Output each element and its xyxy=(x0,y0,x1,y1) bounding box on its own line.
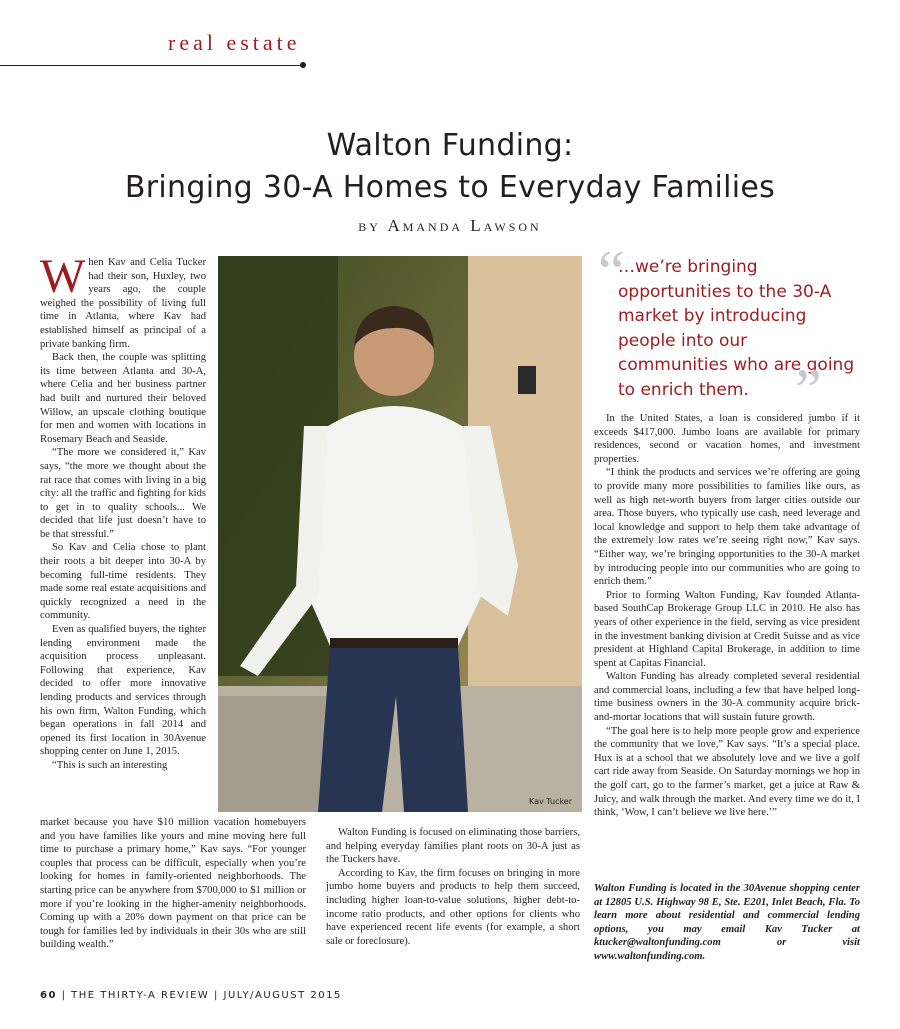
byline-by: BY xyxy=(358,220,381,234)
publication-info: THE THIRTY-A REVIEW | JULY/AUGUST 2015 xyxy=(71,990,342,1001)
paragraph: “This is such an interesting xyxy=(52,759,168,771)
open-quote-icon: “ xyxy=(598,239,625,305)
photo-illustration xyxy=(218,256,582,812)
photo-caption: Kav Tucker xyxy=(529,797,572,806)
paragraph: Walton Funding has already completed several residential and commercial loans, including a few that have helped long-time business owners in the 30-A community acquire brick-and-mortar locations that will sustain future growth. xyxy=(594,671,860,724)
close-quote-icon: ” xyxy=(795,357,822,423)
article-title-line1: Walton Funding: xyxy=(326,128,574,163)
page-footer: 60 | THE THIRTY-A REVIEW | JULY/AUGUST 2015 xyxy=(40,990,342,1001)
paragraph: In the United States, a loan is considered jumbo if it exceeds $417,000. Jumbo loans are available for primary residences, second or vacation homes, and investment properties. xyxy=(594,413,860,465)
byline-author: Amanda Lawson xyxy=(387,216,542,235)
byline xyxy=(0,216,900,236)
column-bottom-middle xyxy=(326,826,580,948)
paragraph: Walton Funding is focused on eliminating those barriers, and helping everyday families plant roots on 30-A just as the Tuckers have. xyxy=(326,827,580,866)
paragraph-text: hen Kav and Celia Tucker had their son, Huxley, two years ago, the couple weighed the possibility of living full time in Atlanta, where Kav had established himself as principal of a private banking firm. xyxy=(40,257,206,350)
column-bottom-left xyxy=(40,816,306,952)
section-label: real estate xyxy=(168,30,301,55)
paragraph: “The goal here is to help more people grow and experience the community that we love,” Kav says. “It’s a special place. Hux is at a school that we absolutely love and we live a golf cart ride away from Seaside. On Saturday mornings we hop in the golf cart, go to the farmer’s market, get a juice at Raw & Juicy, and walk through the market. And every time we do it, I think, ‘Wow, I can’t believe we live here.’” xyxy=(594,725,860,819)
pull-quote: …we’re bringing opportunities to the 30-A market by introducing people into our communities who are going to enrich them. xyxy=(618,257,855,400)
paragraph: “I think the products and services we’re offering are going to provide many more possibilities to families like ours, as well as high net-worth buyers from larger cities outside our area. Those buyers, who typically use cash, need leverage and local knowledge and support to help them take advantage of the extremely low rates we’re seeing right now,” Kav says. “Either way, we’re bringing opportunities to the 30-A market by introducing people into our communities who are going to enrich them.” xyxy=(594,467,860,588)
paragraph: Prior to forming Walton Funding, Kav founded Atlanta-based SouthCap Brokerage Group LLC in 2010. He also has years of other experience in the field, serving as vice president in the investment banking division at Credit Suisse and as vice president at Highland Capital Brokerage, in addition to time spent at Capitas Financial. xyxy=(594,589,860,669)
paragraph: According to Kav, the firm focuses on bringing in more jumbo home buyers and products to help them succeed, including higher loan-to-value solutions, higher debt-to-income ratio products, and other options for clients who have experienced recent life events (for example, a short sale or foreclosure). xyxy=(326,867,580,947)
article-title-line2: Bringing 30-A Homes to Everyday Families xyxy=(124,170,776,205)
paragraph: Back then, the couple was splitting its time between Atlanta and 30-A, where Celia and her business partner had built and nurtured their beloved Willow, an upscale clothing boutique for men and women with locations in Rosemary Beach and Seaside. xyxy=(40,352,206,445)
closing-note: Walton Funding is located in the 30Avenue shopping center at 12805 U.S. Highway 98 E, Ste. E201, Inlet Beach, Fla. To learn more about residential and commercial lending options, you may email Kav Tucker at ktucker@waltonfunding.com or visit www.waltonfunding.com. xyxy=(594,883,860,962)
column-left xyxy=(40,250,206,773)
paragraph: Even as qualified buyers, the tighter lending environment made the acquisition process unpleasant. Following that experience, Kav decided to offer more innovative lending products and services through his own firm, Walton Funding, which began operations in fall 2014 and opened its first location in 30Avenue shopping center on June 1, 2015. xyxy=(40,624,206,758)
drop-cap: W xyxy=(40,250,86,303)
paragraph xyxy=(40,250,206,351)
divider-dot xyxy=(300,62,306,68)
paragraph: So Kav and Celia chose to plant their roots a bit deeper into 30-A by becoming full-time residents. They made some real estate acquisitions and quickly recognized a need in the community. xyxy=(40,542,206,622)
paragraph: “The more we considered it,” Kav says, “the more we thought about the rat race that comes with living in a big city: all the traffic and fighting for kids to get in to quality schools... We decided that life just doesn’t have to be that stressful.” xyxy=(40,447,206,540)
paragraph: market because you have $10 million vacation homebuyers and you have families like yours and mine moving here full time to purchase a primary home,” Kav says. “For younger couples that process can be difficult, especially when you’re looking for homes in family-oriented neighborhoods. The starting price can be anywhere from $700,000 to $1 million or more if you’re looking in the higher-amenity neighborhoods. Coming up with a 20% down payment on that price can be tough for families led by individuals in their 30s who are still building wealth.” xyxy=(40,817,306,951)
column-right xyxy=(594,412,860,820)
section-divider xyxy=(0,65,304,66)
page-number: 60 xyxy=(40,990,57,1001)
portrait-photo xyxy=(218,256,582,812)
